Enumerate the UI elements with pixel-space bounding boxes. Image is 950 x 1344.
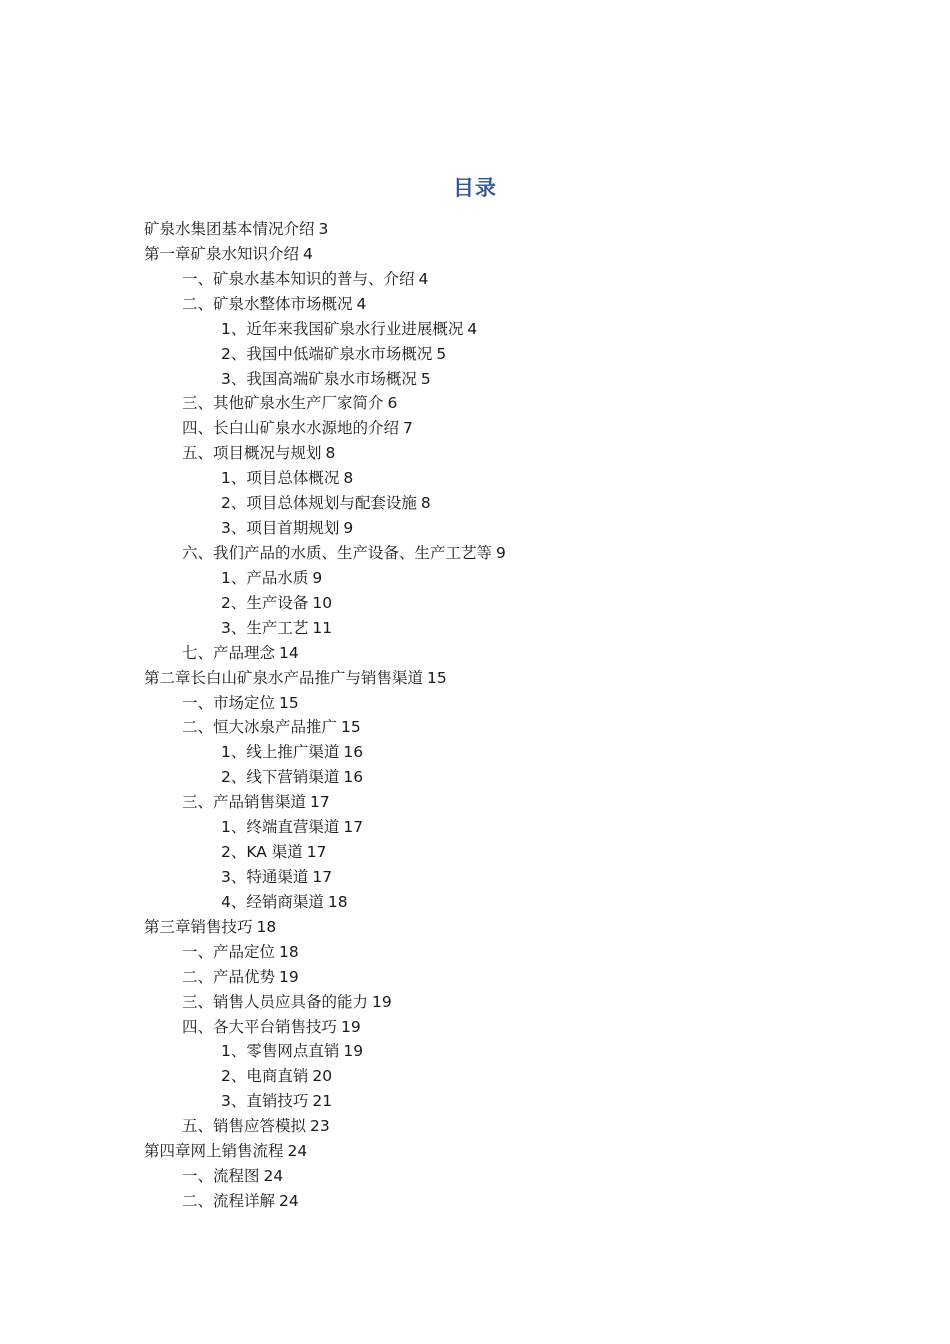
toc-entry-text: 2、KA 渠道 (221, 843, 303, 862)
toc-entry-text: 一、矿泉水基本知识的普与、介绍 (182, 269, 415, 288)
toc-entry-page-number: 23 (310, 1117, 330, 1136)
toc-entry-page-number: 15 (279, 693, 299, 712)
toc-entry-text: 三、其他矿泉水生产厂家简介 (182, 394, 384, 413)
toc-entry-page-number: 24 (287, 1142, 308, 1161)
toc-entry-text: 2、线下营销渠道 (221, 768, 340, 787)
toc-entry-text: 七、产品理念 (182, 643, 276, 662)
toc-entry-text: 1、零售网点直销 (221, 1042, 340, 1061)
toc-entry-text: 一、产品定位 (182, 942, 276, 961)
toc-entry-page-number: 18 (256, 917, 277, 936)
toc-entry[interactable] (144, 940, 506, 965)
toc-entry[interactable] (144, 566, 506, 591)
table-of-contents (144, 217, 506, 1214)
toc-entry[interactable] (144, 865, 506, 890)
toc-entry[interactable] (144, 840, 506, 865)
toc-entry-text: 3、项目首期规划 (221, 519, 340, 538)
toc-entry-page-number: 7 (403, 419, 413, 438)
toc-entry[interactable] (144, 1164, 506, 1189)
toc-entry-text: 3、直销技巧 (221, 1092, 309, 1111)
toc-entry[interactable] (144, 242, 506, 267)
toc-entry-text: 三、产品销售渠道 (182, 793, 307, 812)
toc-entry-text: 一、流程图 (182, 1167, 260, 1186)
toc-entry-page-number: 16 (343, 768, 364, 787)
toc-entry[interactable] (144, 491, 506, 516)
toc-entry[interactable] (144, 1064, 506, 1089)
toc-entry[interactable] (144, 691, 506, 716)
toc-entry-page-number: 18 (327, 892, 348, 911)
toc-entry-page-number: 24 (263, 1167, 284, 1186)
toc-entry[interactable] (144, 317, 506, 342)
toc-entry[interactable] (144, 1114, 506, 1139)
toc-entry[interactable] (144, 217, 506, 242)
toc-entry-page-number: 19 (372, 992, 392, 1011)
toc-entry-text: 2、生产设备 (221, 593, 309, 612)
toc-entry[interactable] (144, 1089, 506, 1114)
toc-entry-text: 四、各大平台销售技巧 (182, 1017, 338, 1036)
toc-entry[interactable] (144, 641, 506, 666)
toc-entry-text: 1、产品水质 (221, 568, 309, 587)
toc-entry-page-number: 9 (496, 543, 506, 562)
toc-entry-page-number: 5 (420, 369, 431, 388)
toc-entry[interactable] (144, 516, 506, 541)
toc-entry-page-number: 15 (427, 668, 447, 687)
toc-entry-text: 五、项目概况与规划 (182, 444, 322, 463)
toc-entry[interactable] (144, 1189, 506, 1214)
toc-entry-page-number: 4 (467, 319, 478, 338)
toc-entry[interactable] (144, 1039, 506, 1064)
toc-entry-page-number: 19 (343, 1042, 364, 1061)
toc-entry[interactable] (144, 616, 506, 641)
toc-entry-page-number: 16 (343, 743, 364, 762)
toc-entry-page-number: 14 (279, 643, 299, 662)
toc-entry-page-number: 15 (341, 718, 361, 737)
toc-entry-page-number: 21 (312, 1092, 333, 1111)
toc-entry-text: 1、项目总体概况 (221, 469, 340, 488)
toc-entry[interactable] (144, 790, 506, 815)
toc-entry[interactable] (144, 391, 506, 416)
toc-entry[interactable] (144, 740, 506, 765)
toc-entry[interactable] (144, 815, 506, 840)
toc-entry-page-number: 8 (420, 494, 431, 513)
toc-entry-page-number: 4 (356, 294, 367, 313)
toc-entry-page-number: 24 (279, 1191, 299, 1210)
toc-entry-page-number: 8 (325, 444, 336, 463)
toc-entry-text: 二、恒大冰泉产品推广 (182, 718, 338, 737)
toc-entry-page-number: 17 (310, 793, 330, 812)
toc-entry[interactable] (144, 267, 506, 292)
toc-entry[interactable] (144, 715, 506, 740)
toc-entry-text: 2、我国中低端矿泉水市场概况 (221, 344, 433, 363)
toc-entry-text: 六、我们产品的水质、生产设备、生产工艺等 (182, 543, 493, 562)
toc-entry[interactable] (144, 342, 506, 367)
toc-entry-page-number: 6 (387, 394, 398, 413)
toc-entry-page-number: 8 (343, 469, 354, 488)
toc-entry[interactable] (144, 367, 506, 392)
toc-entry-page-number: 17 (306, 843, 327, 862)
toc-entry[interactable] (144, 1015, 506, 1040)
toc-title: 目录 (453, 176, 497, 200)
toc-entry-text: 1、近年来我国矿泉水行业进展概况 (221, 319, 464, 338)
toc-entry-text: 3、生产工艺 (221, 618, 309, 637)
toc-entry[interactable] (144, 915, 506, 940)
toc-entry-page-number: 5 (436, 344, 447, 363)
toc-entry-text: 二、矿泉水整体市场概况 (182, 294, 353, 313)
toc-entry-text: 3、我国高端矿泉水市场概况 (221, 369, 417, 388)
toc-entry-text: 第二章长白山矿泉水产品推广与销售渠道 (144, 668, 424, 687)
toc-entry-text: 四、长白山矿泉水水源地的介绍 (182, 419, 400, 438)
toc-entry-page-number: 19 (341, 1017, 361, 1036)
toc-entry-text: 第四章网上销售流程 (144, 1142, 284, 1161)
toc-entry-text: 2、电商直销 (221, 1067, 309, 1086)
toc-entry-text: 三、销售人员应具备的能力 (182, 992, 369, 1011)
toc-entry[interactable] (144, 541, 506, 566)
toc-entry-page-number: 3 (318, 220, 329, 238)
toc-entry-text: 2、项目总体规划与配套设施 (221, 494, 417, 513)
toc-entry-text: 一、市场定位 (182, 693, 276, 712)
toc-entry-page-number: 18 (279, 942, 299, 961)
toc-entry[interactable] (144, 1139, 506, 1164)
toc-entry[interactable] (144, 890, 506, 915)
toc-entry-page-number: 11 (312, 618, 333, 637)
toc-entry-text: 二、产品优势 (182, 967, 276, 986)
toc-entry-page-number: 4 (418, 269, 429, 288)
toc-entry-text: 五、销售应答模拟 (182, 1117, 307, 1136)
toc-entry-text: 矿泉水集团基本情况介绍 (144, 220, 315, 238)
toc-entry-page-number: 17 (343, 818, 364, 837)
toc-entry-page-number: 19 (279, 967, 299, 986)
toc-entry[interactable] (144, 416, 506, 441)
toc-entry[interactable] (144, 591, 506, 616)
toc-entry-page-number: 10 (312, 593, 333, 612)
toc-entry-text: 1、线上推广渠道 (221, 743, 340, 762)
toc-entry-text: 第三章销售技巧 (144, 917, 253, 936)
toc-entry[interactable] (144, 965, 506, 990)
toc-entry-page-number: 20 (312, 1067, 333, 1086)
toc-entry[interactable] (144, 441, 506, 466)
toc-entry[interactable] (144, 990, 506, 1015)
toc-entry[interactable] (144, 466, 506, 491)
toc-entry-text: 第一章矿泉水知识介绍 (144, 244, 300, 263)
toc-entry-page-number: 4 (303, 244, 313, 263)
toc-entry-text: 1、终端直营渠道 (221, 818, 340, 837)
toc-entry-page-number: 9 (312, 568, 323, 587)
toc-entry-text: 4、经销商渠道 (221, 892, 324, 911)
toc-entry[interactable] (144, 666, 506, 691)
toc-entry-text: 3、特通渠道 (221, 867, 309, 886)
toc-entry-page-number: 17 (312, 867, 333, 886)
toc-entry[interactable] (144, 292, 506, 317)
toc-entry-page-number: 9 (343, 519, 354, 538)
toc-entry-text: 二、流程详解 (182, 1191, 276, 1210)
toc-entry[interactable] (144, 765, 506, 790)
